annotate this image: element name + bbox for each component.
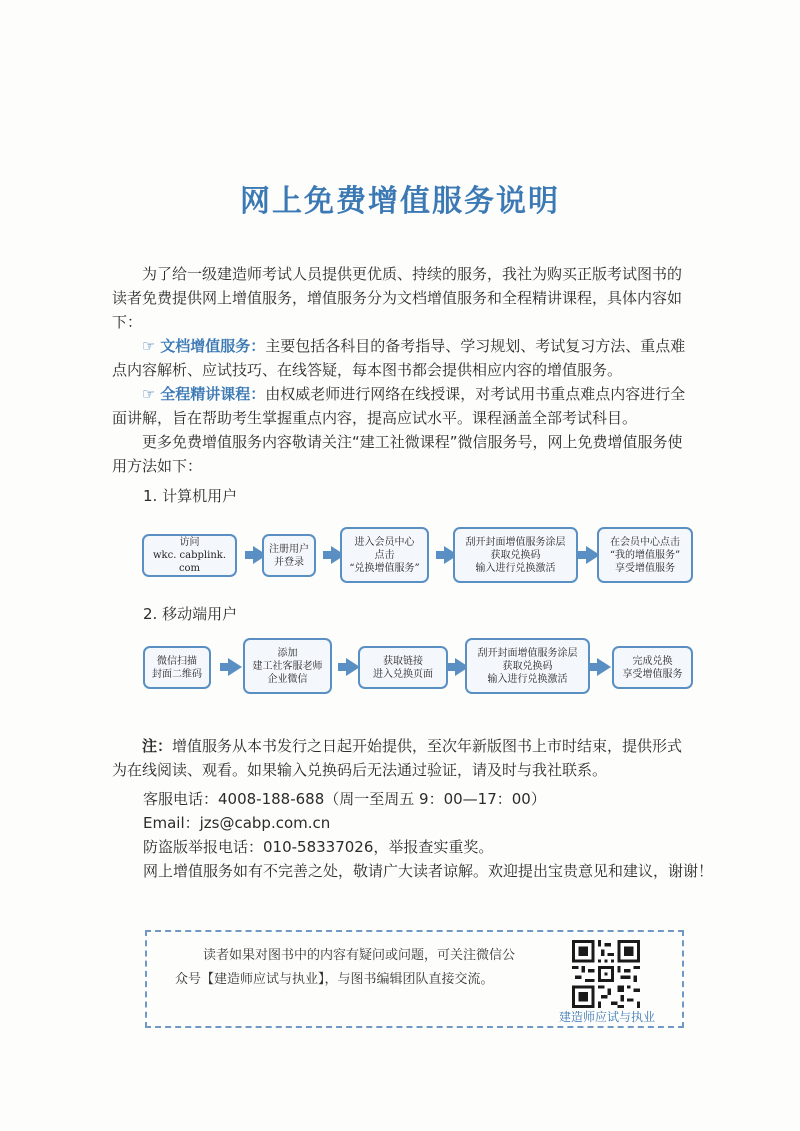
phone-line: 客服电话：4008-188-688（周一至周五 9：00—17：00）: [143, 790, 546, 808]
qr-caption: 建造师应试与执业: [558, 1010, 655, 1024]
pointing-hand-icon: ☞: [142, 337, 156, 355]
mobile-step-1: 微信扫描 封面二维码: [143, 646, 211, 689]
closing-line: 网上增值服务如有不完善之处，敬请广大读者谅解。欢迎提出宝贵意见和建议，谢谢！: [143, 862, 714, 880]
email-line: Email：jzs@cabp.com.cn: [143, 814, 331, 832]
note-paragraph: [112, 734, 692, 782]
arrow-right-icon: [597, 658, 611, 676]
pc-step-4: 刮开封面增值服务涂层 获取兑换码 输入进行兑换激活: [453, 527, 578, 583]
intro-text: 为了给一级建造师考试人员提供更优质、持续的服务，我社为购买正版考试图书的读者免费提供网上增值服务，增值服务分为文档增值服务和全程精讲课程，具体内容如下：: [112, 265, 683, 331]
page-title: 网上免费增值服务说明: [240, 184, 560, 219]
pointing-hand-icon: ☞: [142, 385, 156, 403]
mobile-step-5: 完成兑换 享受增值服务: [612, 646, 693, 689]
doc-service-label: 文档增值服务：: [160, 337, 266, 355]
doc-service-paragraph: [112, 334, 690, 382]
mobile-step-2: 添加 建工社客服老师 企业微信: [243, 638, 332, 694]
pc-section-label: 1. 计算机用户: [143, 487, 238, 505]
pc-step-2: 注册用户 并登录: [262, 534, 316, 577]
pc-step-5: 在会员中心点击 “我的增值服务” 享受增值服务: [597, 527, 693, 583]
piracy-line: 防盗版举报电话：010-58337026，举报查实重奖。: [143, 838, 494, 856]
note-text: 增值服务从本书发行之日起开始提供，至次年新版图书上市时结束，提供形式为在线阅读、观看。如果输入兑换码后无法通过验证，请及时与我社联系。: [112, 737, 683, 779]
course-service-text: 由权威老师进行网络在线授课，对考试用书重点难点内容进行全面讲解，旨在帮助考生掌握重点内容，提高应试水平。课程涵盖全部考试科目。: [112, 385, 686, 427]
pc-step-3: 进入会员中心 点击 “兑换增值服务”: [340, 527, 429, 583]
course-service-label: 全程精讲课程：: [160, 385, 266, 403]
arrow-right-icon: [228, 658, 242, 676]
doc-service-text: 主要包括各科目的备考指导、学习规划、考试复习方法、重点难点内容解析、应试技巧、在线答疑，每本图书都会提供相应内容的增值服务。: [112, 337, 686, 379]
footer-text: 读者如果对图书中的内容有疑问或问题，可关注微信公众号【建造师应试与执业】，与图书编辑团队直接交流。: [175, 948, 516, 987]
more-info-text: 更多免费增值服务内容敬请关注“建工社微课程”微信服务号，网上免费增值服务使用方法如下：: [112, 433, 683, 475]
mobile-step-4: 刮开封面增值服务涂层 获取兑换码 输入进行兑换激活: [465, 638, 590, 694]
footer-box: [145, 930, 684, 1028]
note-label: 注：: [142, 737, 173, 755]
more-info-paragraph: [112, 430, 690, 478]
footer-paragraph: [175, 944, 525, 992]
qr-code-icon: [572, 940, 640, 1008]
pc-step-1: 访问 wkc. cabplink. com: [142, 534, 237, 577]
mobile-section-label: 2. 移动端用户: [143, 605, 238, 623]
intro-paragraph: [112, 262, 690, 334]
course-service-paragraph: [112, 382, 690, 430]
mobile-step-3: 获取链接 进入兑换页面: [358, 646, 448, 689]
